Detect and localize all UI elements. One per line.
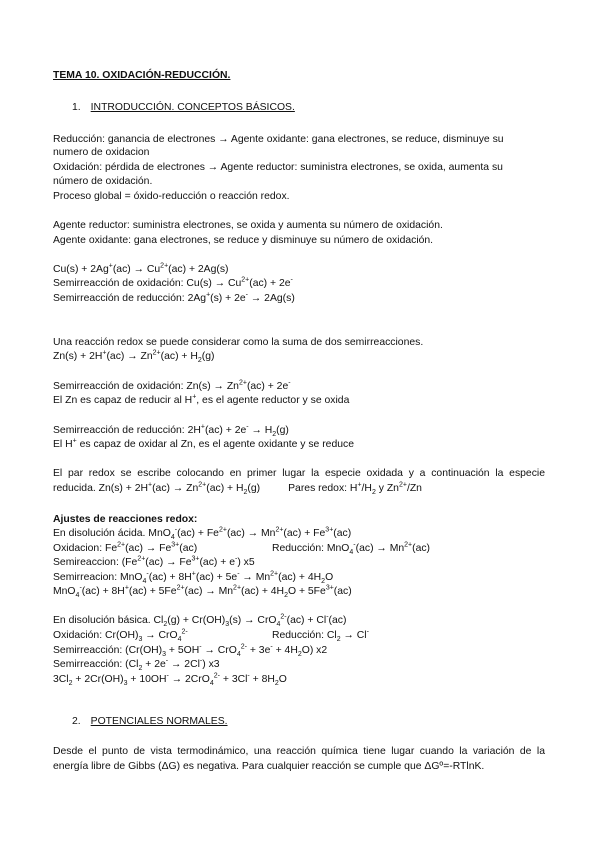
text-line: Agente oxidante: gana electrones, se reduce y disminuye su número de oxidación. — [53, 235, 434, 246]
text-line: Agente reductor: suministra electrones, se oxida y aumenta su número de oxidación. — [53, 220, 443, 231]
equation-line: Semirreacción: $(Cr(OH)_3 + 5OH^- \to CrO_4^{2-} + 3e^- + 4H_2O)$ x2 — [53, 643, 328, 659]
text-line: número de oxidación. — [53, 176, 153, 187]
equation-line: Semirreacción de oxidación: $Zn(s) \to Zn^{2+}(ac) + 2e^-$ — [53, 379, 291, 392]
equation-line: Semirreacción de reducción: 2Ag+(s) + 2e- → 2Ag(s) — [53, 291, 295, 304]
text-line: El par redox se escribe colocando en primer lugar la especie oxidada y a continuación la especie — [53, 468, 545, 479]
equation-line: En disolución básica. $Cl_2(g) + Cr(OH)_3(s) \to CrO_4^{2-}(ac) + Cl^-(ac)$ — [53, 613, 347, 629]
text-line: Oxidación: pérdida de electrones → Agente reductor: suministra electrones, se oxida, aumenta su — [53, 162, 503, 173]
text-line: numero de oxidacion — [53, 147, 150, 158]
text-line: Reducción: ganancia de electrones → Agente oxidante: gana electrones, se reduce, disminuye su — [53, 134, 504, 145]
equation-line: $Zn(s) + 2H^+(ac) \to Zn^{2+}(ac) + H_2(g)$ — [53, 349, 215, 365]
equation-line: Semirreacción de reducción: $2H^+(ac) + 2e^- \to H_2(g)$ — [53, 423, 289, 439]
text-line: Proceso global = óxido-reducción o reacción redox. — [53, 191, 290, 202]
equation-line: $MnO_4^-(ac) + 8H^+(ac) + 5Fe^{2+}(ac) \to Mn^{2+}(ac) + 4H_2O + 5Fe^{3+}(ac)$ — [53, 584, 352, 600]
equation-line: Semireaccion: $(Fe^{2+}(ac) \to Fe^{3+}(ac) + e^-)$ x5 — [53, 555, 255, 568]
equation-line: Reducción: $MnO_4^-(ac) \to Mn^{2+}(ac)$ — [272, 541, 431, 557]
text-line: El Zn es capaz de reducir al H+, es el agente reductor y se oxida — [53, 393, 350, 406]
equation-line: Oxidacion: $Fe^{2+}(ac) \to Fe^{3+}(ac)$ — [53, 541, 198, 554]
equation-line: Reducción: $Cl_2 \to Cl^-$ — [272, 628, 369, 644]
equation-line: En disolución ácida. $MnO_4^-(ac) + Fe^{2+}(ac) \to Mn^{2+}(ac) + Fe^{3+}(ac)$ — [53, 526, 352, 542]
equation-line: Oxidación: $Cr(OH)_3 \to CrO_4^{2-}$ — [53, 628, 188, 644]
section-number: 2. — [72, 716, 81, 727]
text-line: energía libre de Gibbs (ΔG) es negativa. Para cualquier reacción se cumple que ΔGº=-RTlnK. — [53, 761, 485, 772]
equation-line: Semirreacción: $(Cl_2 + 2e^- \to 2Cl^-)$ x3 — [53, 657, 220, 673]
section-1-heading — [72, 101, 295, 114]
text-line: Desde el punto de vista termodinámico, una reacción química tiene lugar cuando la variación de la — [53, 746, 545, 757]
text-line: El H+ es capaz de oxidar al Zn, es el agente oxidante y se reduce — [53, 437, 354, 450]
section-label: INTRODUCCIÓN. CONCEPTOS BÁSICOS. — [90, 102, 295, 113]
equation-line: reducida. $Zn(s) + 2H^+(ac) \to Zn^{2+}(ac) + H_2(g)$ Pares redox: $H^+/H_2$ y $Zn^{2+}/Zn$ — [53, 481, 422, 497]
section-label: POTENCIALES NORMALES. — [90, 716, 228, 727]
document-title: TEMA 10. OXIDACIÓN-REDUCCIÓN. — [53, 70, 231, 81]
section-2-heading — [72, 715, 228, 728]
equation-line: $Cu(s) + 2Ag^+(ac) \to Cu^{2+}(ac) + 2Ag(s)$ — [53, 262, 229, 275]
equation-line: Semirreacción de oxidación: $Cu(s) \to Cu^{2+}(ac) + 2e^-$ — [53, 276, 293, 289]
text-line: Una reacción redox se puede considerar como la suma de dos semirreacciones. — [53, 337, 424, 348]
section-number: 1. — [72, 102, 81, 113]
equation-line: Semirreacion: $MnO_4^-(ac) + 8H^+(ac) + 5e^- \to Mn^{2+}(ac) + 4H_2O$ — [53, 570, 334, 586]
equation-line: $3Cl_2 + 2Cr(OH)_3 + 10OH^- \to 2CrO_4^{2-} + 3Cl^- + 8H_2O$ — [53, 672, 287, 688]
subsection-heading: Ajustes de reacciones redox: — [53, 514, 198, 525]
